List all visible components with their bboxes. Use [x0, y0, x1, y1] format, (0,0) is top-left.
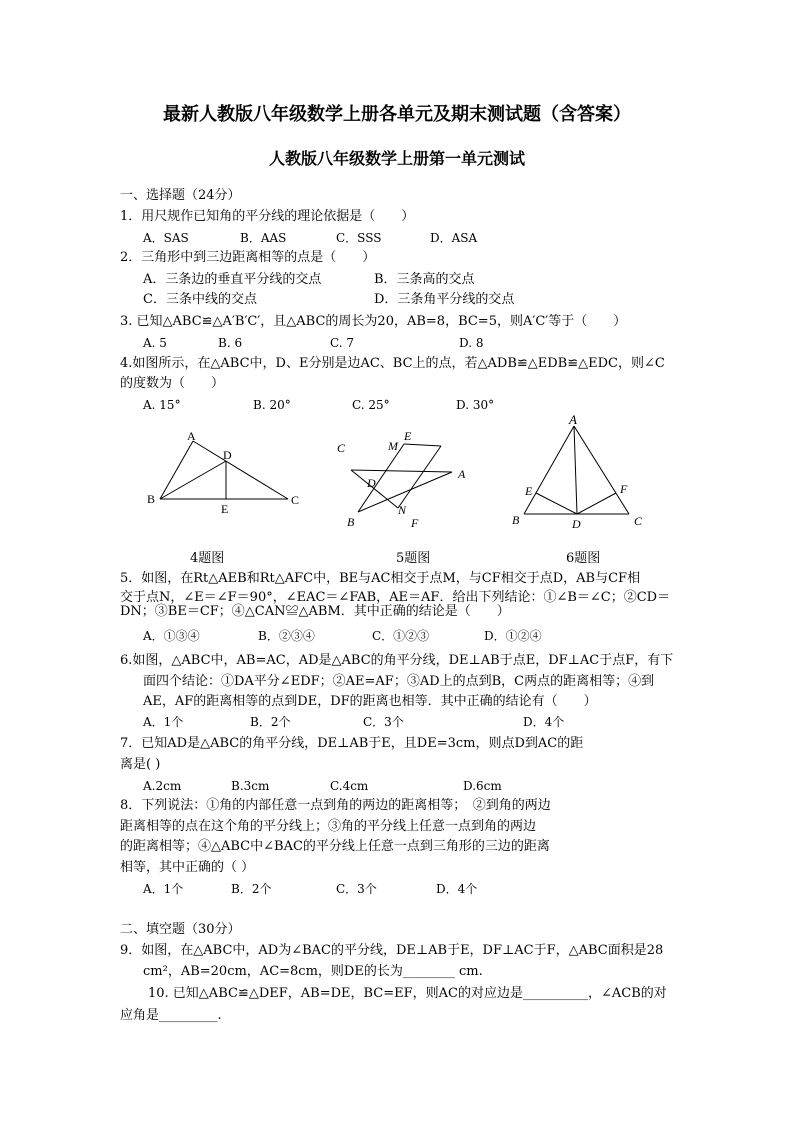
- question-8-line-3: 的距离相等；④△ABC中∠BAC的平分线上任意一点到三角形的三边的距离: [120, 839, 550, 854]
- q2-option-c: C．三条中线的交点: [143, 292, 257, 307]
- q4-option-a: A. 15°: [143, 398, 181, 412]
- fig5-label-b: B: [347, 515, 355, 529]
- q1-option-b: B．AAS: [240, 231, 287, 245]
- fig6-label-f: F: [620, 482, 628, 496]
- q5-option-c: C．①②③: [372, 629, 430, 643]
- question-4-line-2: 的度数为（ ）: [120, 376, 225, 391]
- q8-option-a: A．1个: [143, 882, 184, 896]
- fig5-label-d: D: [367, 476, 376, 490]
- question-7-line-1: 7．已知AD是△ABC的角平分线，DE⊥AB于E，且DE=3cm，则点D到AC的距: [120, 736, 584, 751]
- figure-5: [330, 425, 475, 530]
- fig4-label-c: C: [291, 493, 300, 507]
- question-8-line-4: 相等，其中正确的（ ）: [120, 860, 255, 875]
- question-3: 3. 已知△ABC≌△A′B′C′，且△ABC的周长为20，AB=8，BC=5，则A′C′等于（ ）: [120, 314, 627, 329]
- q3-option-a: A. 5: [143, 336, 167, 350]
- q2-option-a: A．三条边的垂直平分线的交点: [143, 272, 322, 287]
- question-8-line-1: 8．下列说法：①角的内部任意一点到角的两边的距离相等； ②到角的两边: [120, 798, 551, 813]
- fig5-label-a: A: [458, 467, 466, 481]
- question-10-line-2: 应角是_________.: [120, 1008, 222, 1023]
- question-1: 1．用尺规作已知角的平分线的理论依据是（ ）: [120, 209, 415, 224]
- q8-option-c: C．3个: [336, 882, 377, 896]
- question-9-line-2: cm²，AB=20cm，AC=8cm，则DE的长为________ cm.: [143, 964, 483, 979]
- q5-option-d: D．①②④: [484, 629, 542, 643]
- fig5-label-c: C: [337, 441, 346, 455]
- q2-option-d: D．三条角平分线的交点: [374, 292, 515, 307]
- fig4-label-a: A: [187, 429, 196, 443]
- q4-option-d: D. 30°: [456, 398, 495, 412]
- q3-option-d: D. 8: [459, 336, 484, 350]
- q6-option-a: A．1个: [143, 715, 184, 729]
- fig6-label-d: D: [572, 517, 581, 531]
- q5-option-a: A．①③④: [143, 629, 200, 643]
- fig6-label-a: A: [569, 412, 577, 427]
- q8-option-b: B．2个: [231, 882, 272, 896]
- q6-option-c: C．3个: [363, 715, 404, 729]
- question-7-line-2: 离是( ): [120, 757, 161, 772]
- question-2: 2．三角形中到三边距离相等的点是（ ）: [120, 250, 376, 265]
- section-heading-fill: 二、填空题（30分）: [120, 922, 241, 937]
- q8-option-d: D．4个: [436, 882, 478, 896]
- q1-option-d: D．ASA: [430, 231, 478, 245]
- q7-option-d: D.6cm: [463, 779, 502, 793]
- q7-option-c: C.4cm: [330, 779, 369, 793]
- fig5-label-f: F: [411, 516, 419, 530]
- figure-4: [140, 425, 310, 520]
- fig4-label-e: E: [221, 502, 229, 516]
- document-subtitle: 人教版八年级数学上册第一单元测试: [268, 149, 525, 168]
- q3-option-c: C. 7: [330, 336, 355, 350]
- fig5-caption: 5题图: [396, 551, 431, 566]
- q4-option-b: B. 20°: [253, 398, 291, 412]
- fig5-label-n: N: [398, 503, 407, 517]
- q4-option-c: C. 25°: [352, 398, 390, 412]
- question-5-line-1: 5．如图，在Rt△AEB和Rt△AFC中，BE与AC相交于点M，与CF相交于点D，AB与CF相: [120, 571, 641, 586]
- q6-option-b: B．2个: [250, 715, 291, 729]
- question-6-line-2: 面四个结论：①DA平分∠EDF；②AE=AF；③AD上的点到B，C两点的距离相等；④到: [143, 674, 655, 689]
- q7-option-a: A.2cm: [143, 779, 182, 793]
- figure-6: [505, 410, 655, 535]
- q6-option-d: D．4个: [523, 715, 565, 729]
- q3-option-b: B. 6: [218, 336, 243, 350]
- fig6-caption: 6题图: [566, 551, 601, 566]
- fig6-label-b: B: [512, 513, 520, 527]
- fig5-label-e: E: [404, 429, 412, 443]
- question-4-line-1: 4.如图所示，在△ABC中，D、E分别是边AC、BC上的点，若△ADB≌△EDB≌△EDC，则∠C: [120, 356, 665, 371]
- fig4-label-d: D: [223, 448, 232, 462]
- fig5-label-m: M: [388, 439, 398, 453]
- question-9-line-1: 9．如图，在△ABC中，AD为∠BAC的平分线，DE⊥AB于E，DF⊥AC于F，△ABC面积是28: [120, 943, 664, 958]
- section-heading-choice: 一、选择题（24分）: [120, 188, 241, 203]
- q1-option-c: C．SSS: [336, 231, 382, 245]
- question-5-line-3: DN；③BE＝CF；④△CAN≌△ABM．其中正确的结论是（ ）: [120, 604, 510, 619]
- document-title: 最新人教版八年级数学上册各单元及期末测试题（含答案）: [163, 104, 631, 125]
- question-8-line-2: 距离相等的点在这个角的平分线上；③角的平分线上任意一点到角的两边: [120, 819, 537, 834]
- question-10-line-1: 10. 已知△ABC≌△DEF，AB=DE，BC=EF，则AC的对应边是__________，∠ACB的对: [148, 986, 667, 1001]
- question-6-line-3: AE，AF的距离相等的点到DE，DF的距离也相等．其中正确的结论有（ ）: [143, 694, 597, 709]
- fig4-caption: 4题图: [190, 551, 225, 566]
- q1-option-a: A．SAS: [143, 231, 189, 245]
- q2-option-b: B．三条高的交点: [374, 272, 475, 287]
- q5-option-b: B．②③④: [258, 629, 315, 643]
- fig6-label-c: C: [634, 514, 643, 528]
- q7-option-b: B.3cm: [231, 779, 270, 793]
- fig4-label-b: B: [147, 492, 156, 506]
- fig6-label-e: E: [525, 484, 533, 498]
- question-6-line-1: 6.如图，△ABC中，AB=AC，AD是△ABC的角平分线，DE⊥AB于点E，DF⊥AC于点F，有下: [120, 653, 674, 668]
- question-5-line-2: 交于点N，∠E＝∠F＝90°，∠EAC＝∠FAB，AE＝AF．给出下列结论：①∠B＝∠C；②CD＝: [120, 590, 671, 605]
